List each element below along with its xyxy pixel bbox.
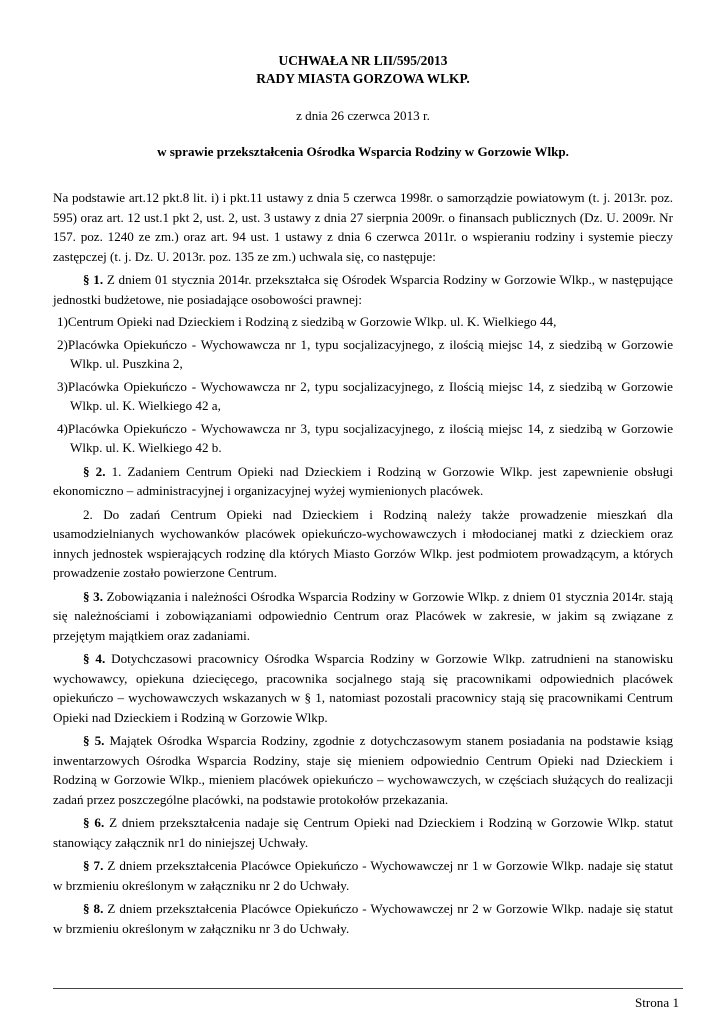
section-5-label: § 5. <box>83 733 105 748</box>
section-4-text: Dotychczasowi pracownicy Ośrodka Wsparcia Rodziny w Gorzowie Wlkp. zatrudnieni na stanowisku wychowawcy, opiekuna dziecięcego, pracownika socjalnego stają się pracownikami odpowiednich placówek opiekuńczo – wychowawczych wskazanych w § 1, natomiast pozostali pracownicy stają się pracownikami Centrum Opieki nad Dzieckiem i Rodziną w Gorzowie Wlkp. <box>53 651 674 725</box>
footer-divider <box>53 988 683 989</box>
section-1 <box>53 270 673 309</box>
list-item-text: Placówka Opiekuńczo - Wychowawcza nr 2, typu socjalizacyjnego, z Ilością miejsc 14, z siedzibą w Gorzowie Wlkp. ul. K. Wielkiego 42 a, <box>67 378 673 413</box>
list-item-number: 3) <box>57 378 68 394</box>
section-2-paragraph-1: 1. Zadaniem Centrum Opieki nad Dzieckiem i Rodziną w Gorzowie Wlkp. jest zapewnienie obsługi ekonomiczno – administracyjnej i organizacyjnej wyżej wymienionych placówek. <box>53 463 673 498</box>
section-1-list <box>53 312 673 458</box>
page-number: Strona 1 <box>634 995 679 1010</box>
section-7-text: Z dniem przekształcenia Placówce Opiekuńczo - Wychowawczej nr 1 w Gorzowie Wlkp. nadaje się statut w brzmieniu określonym w załączniku nr 2 do Uchwały. <box>53 858 673 893</box>
section-5 <box>53 731 673 809</box>
section-5-text: Majątek Ośrodka Wsparcia Rodziny, zgodnie z dotychczasowym stanem posiadania na podstawie ksiąg inwentarzowych Ośrodka Wsparcia Rodziny, staje się mieniem odpowiednio Centrum Opieki nad Dzieckiem i Rodziną w Gorzowie Wlkp., mieniem placówek opiekuńczo – wychowawczych, w częściach służących do realizacji zadań przez poszczególne placówki, na podstawie protokołów przekazania. <box>53 733 673 807</box>
section-3-label: § 3. <box>83 588 103 604</box>
resolution-title <box>53 52 673 88</box>
list-item <box>53 335 673 374</box>
resolution-subject: w sprawie przekształcenia Ośrodka Wsparcia Rodziny w Gorzowie Wlkp. <box>157 143 569 159</box>
section-1-label: § 1. <box>83 272 104 287</box>
list-item-number: 4) <box>57 420 68 436</box>
list-item <box>53 419 673 458</box>
section-2 <box>53 462 673 501</box>
document-body <box>53 52 673 938</box>
section-8 <box>53 899 673 938</box>
list-item <box>53 312 673 332</box>
section-7-label: § 7. <box>83 858 104 873</box>
list-item-number: 1) <box>57 314 68 329</box>
title-line-1: UCHWAŁA NR LII/595/2013 <box>278 53 448 68</box>
section-6-label: § 6. <box>83 815 105 830</box>
section-1-text: Z dniem 01 stycznia 2014r. przekształca się Ośrodek Wsparcia Rodziny w Gorzowie Wlkp., w następujące jednostki budżetowe, nie posiadające osobowości prawnej: <box>53 272 673 307</box>
section-3 <box>53 587 673 646</box>
section-4 <box>53 649 673 727</box>
section-2-paragraph-2: 2. Do zadań Centrum Opieki nad Dzieckiem i Rodziną należy także prowadzenie mieszkań dla usamodzielnianych wychowanków placówek opiekuńczo-wychowawczych i młodocianej matki z dzieckiem oraz innych jednostek wspierających rodzinę dla których Miasto Gorzów Wlkp. jest podmiotem prowadzącym, a których prowadzenie zostało powierzone Centrum. <box>53 506 673 580</box>
section-6 <box>53 813 673 852</box>
list-item-text: Placówka Opiekuńczo - Wychowawcza nr 1, typu socjalizacyjnego, z ilością miejsc 14, z siedzibą w Gorzowie Wlkp. ul. Puszkina 2, <box>67 336 673 371</box>
section-6-text: Z dniem przekształcenia nadaje się Centrum Opieki nad Dzieckiem i Rodziną w Gorzowie Wlkp. statut stanowiący załącznik nr1 do niniejszej Uchwały. <box>53 815 674 850</box>
section-2-label: § 2. <box>83 463 106 479</box>
list-item-text: Placówka Opiekuńczo - Wychowawcza nr 3, typu socjalizacyjnego, z ilością miejsc 14, z siedzibą w Gorzowie Wlkp. ul. K. Wielkiego 42 b. <box>67 420 673 455</box>
title-line-2: RADY MIASTA GORZOWA WLKP. <box>256 71 470 86</box>
list-item-text: Centrum Opieki nad Dzieckiem i Rodziną z siedzibą w Gorzowie Wlkp. ul. K. Wielkiego 44, <box>67 314 557 329</box>
section-8-label: § 8. <box>83 901 104 916</box>
list-item <box>53 377 673 416</box>
section-7 <box>53 856 673 895</box>
legal-basis: Na podstawie art.12 pkt.8 lit. i) i pkt.11 ustawy z dnia 5 czerwca 1998r. o samorządzie powiatowym (t. j. 2013r. poz. 595) oraz art. 12 ust.1 pkt 2, ust. 2, ust. 3 ustawy z dnia 27 sierpnia 2009r. o finansach publicznych (Dz. U. 2009r. Nr 157. poz. 1240 ze zm.) oraz art. 94 ust. 1 ustawy z dnia 6 czerwca 2011r. o wspieraniu rodziny i systemie pieczy zastępczej (t. j. Dz. U. 2013r. poz. 135 ze zm.) uchwala się, co następuje: <box>53 190 673 264</box>
resolution-date: z dnia 26 czerwca 2013 r. <box>296 108 430 123</box>
section-3-text: Zobowiązania i należności Ośrodka Wsparcia Rodziny w Gorzowie Wlkp. z dniem 01 stycznia 2014r. stają się należnościami i zobowiązaniami odpowiednio Centrum oraz Placówek w zakresie, w jakim są związane z przejętym majątkiem oraz zadaniami. <box>53 588 673 643</box>
section-4-label: § 4. <box>83 651 106 666</box>
section-8-text: Z dniem przekształcenia Placówce Opiekuńczo - Wychowawczej nr 2 w Gorzowie Wlkp. nadaje się statut w brzmieniu określonym w załączniku nr 3 do Uchwały. <box>53 901 673 936</box>
list-item-number: 2) <box>57 336 68 352</box>
